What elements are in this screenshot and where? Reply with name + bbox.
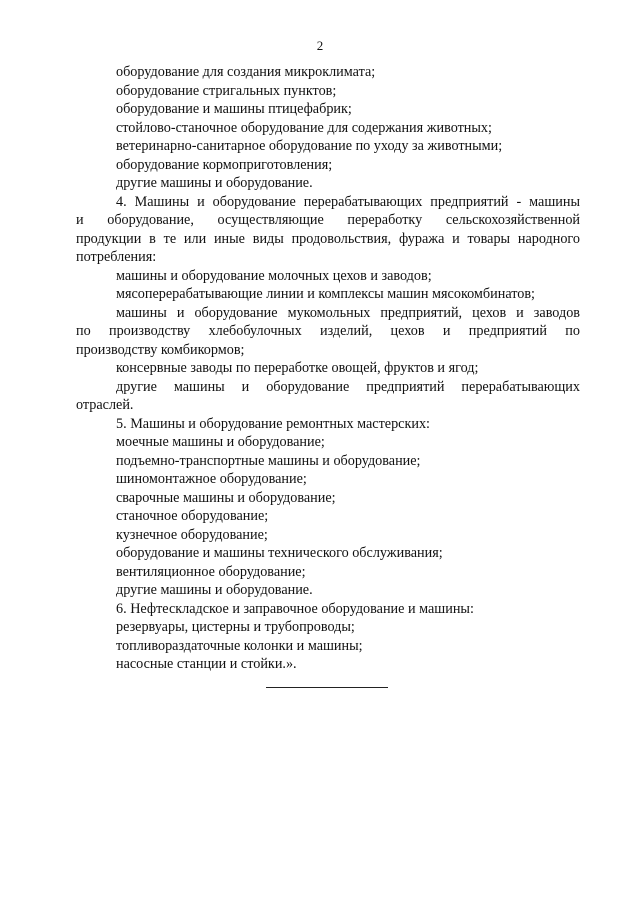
text-line: оборудование и машины птицефабрик; [116, 101, 352, 117]
text-line: отраслей. [76, 397, 134, 413]
text-line: машины и оборудование молочных цехов и заводов; [116, 267, 432, 284]
end-separator-line [266, 687, 388, 688]
text-line: оборудование для создания микроклимата; [116, 64, 376, 80]
text-line: оборудование и машины технического обслуживания; [116, 545, 443, 561]
text-line: потребления: [76, 249, 157, 265]
text-line: топливораздаточные колонки и машины; [116, 637, 363, 654]
text-line: продукции в те или иные виды продовольствия, фуража и товары народного [76, 230, 580, 247]
text-line: стойлово-станочное оборудование для содержания животных; [116, 119, 492, 136]
text-line: 6. Нефтескладское и заправочное оборудование и машины: [116, 600, 474, 617]
text-line: оборудование кормоприготовления; [116, 156, 333, 173]
text-line: 4. Машины и оборудование перерабатывающих предприятий - машины [116, 193, 580, 210]
text-line: 5. Машины и оборудование ремонтных мастерских: [116, 415, 430, 432]
text-line: подъемно-транспортные машины и оборудование; [116, 452, 421, 469]
text-line: оборудование стригальных пунктов; [116, 82, 337, 99]
text-line: другие машины и оборудование предприятий перерабатывающих [116, 378, 580, 395]
text-line: вентиляционное оборудование; [116, 563, 306, 580]
text-line: насосные станции и стойки.». [116, 656, 297, 672]
text-line: резервуары, цистерны и трубопроводы; [116, 619, 355, 635]
page-number: 2 [316, 38, 324, 53]
text-line: кузнечное оборудование; [116, 526, 268, 543]
text-line: шиномонтажное оборудование; [116, 471, 307, 487]
text-line: другие машины и оборудование. [116, 175, 313, 191]
text-line: другие машины и оборудование. [116, 582, 313, 598]
text-line: консервные заводы по переработке овощей, фруктов и ягод; [116, 360, 479, 376]
text-line: станочное оборудование; [116, 508, 269, 524]
text-line: мясоперерабатывающие линии и комплексы машин мясокомбинатов; [116, 286, 535, 302]
text-line: производству комбикормов; [76, 341, 245, 358]
text-line: сварочные машины и оборудование; [116, 489, 336, 506]
document-body [76, 63, 580, 674]
text-line: ветеринарно-санитарное оборудование по уходу за животными; [116, 138, 503, 154]
text-line: и оборудование, осуществляющие переработку сельскохозяйственной [76, 212, 580, 228]
text-line: моечные машины и оборудование; [116, 434, 325, 450]
text-line: по производству хлебобулочных изделий, цехов и предприятий по [76, 323, 580, 339]
text-line: машины и оборудование мукомольных предприятий, цехов и заводов [116, 304, 580, 321]
